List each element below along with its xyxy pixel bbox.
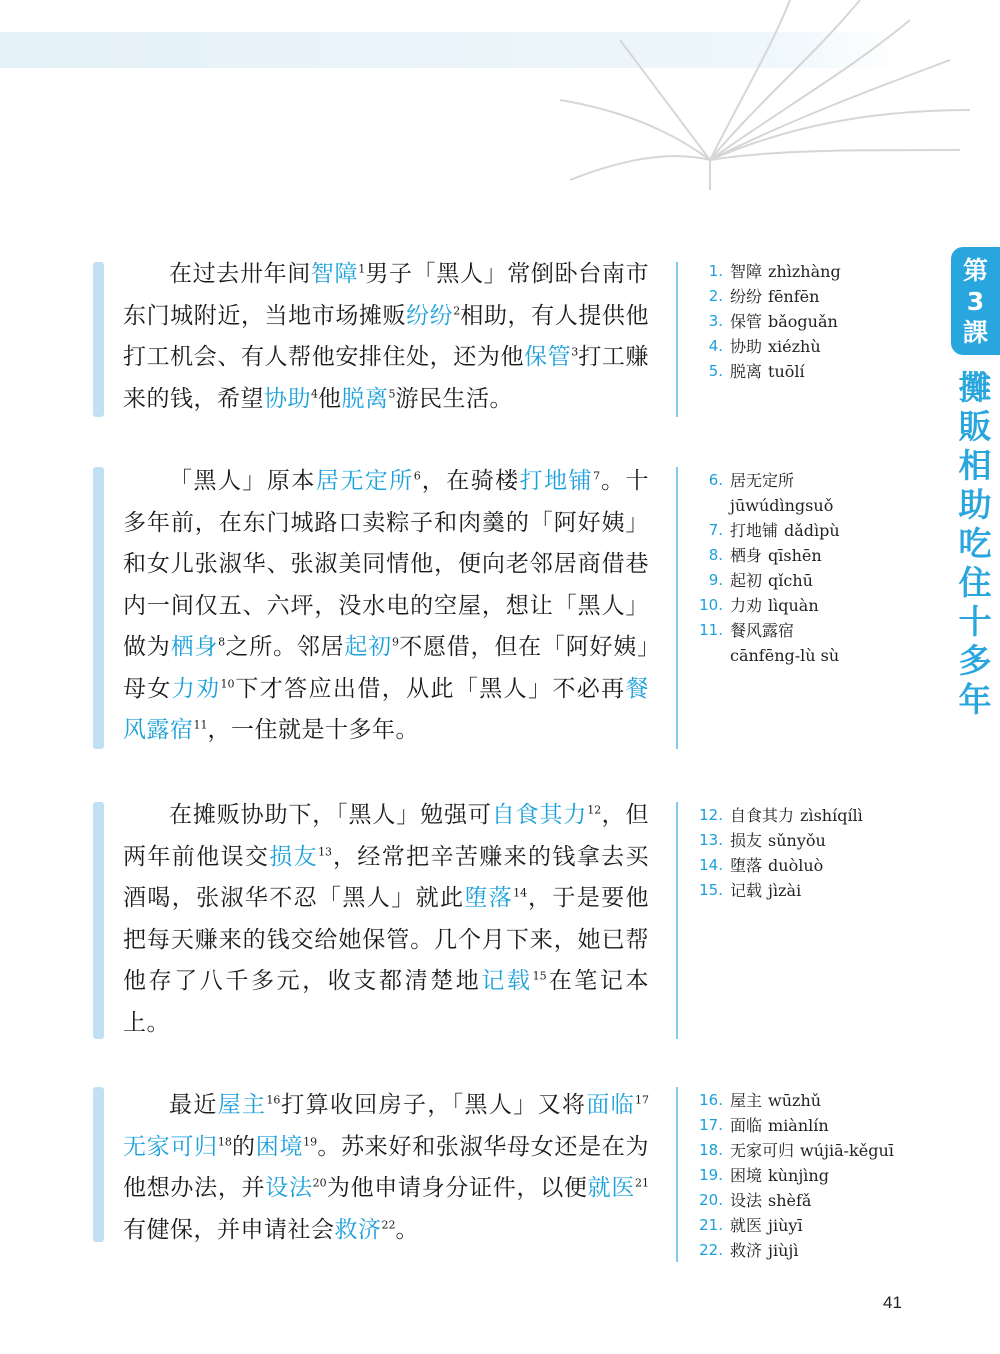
paragraph-text: 。苏来好和张淑华母女还是在为他想办法，并	[123, 1133, 650, 1201]
glossary-word: 困境	[730, 1166, 763, 1185]
paragraph-text: 游民生活。	[395, 385, 513, 412]
glossary-number: 16.	[699, 1091, 723, 1109]
glossary-number: 20.	[699, 1191, 723, 1209]
glossary-pinyin: wújiā-kěguī	[800, 1141, 894, 1160]
chapter-title-char: 十	[958, 602, 992, 641]
chapter-title-char: 吃	[958, 524, 992, 563]
paragraph-text: ，但两年前他误交	[123, 802, 649, 870]
glossary-item	[691, 309, 941, 334]
chapter-title-char: 年	[958, 680, 992, 719]
glossary-list-4	[691, 1088, 941, 1263]
footnote-number: 9	[391, 635, 399, 649]
footnote-number: 20	[312, 1176, 327, 1190]
glossary-pinyin: dǎdìpù	[784, 521, 840, 540]
footnote-number: 3	[571, 345, 579, 359]
glossary-word: 协助	[730, 337, 763, 356]
glossary-word: 屋主	[730, 1091, 763, 1110]
glossary-word: 居无定所	[730, 471, 795, 490]
glossary-pinyin: zìshíqílì	[800, 806, 863, 825]
glossary-number: 10.	[699, 596, 723, 614]
glossary-word: 设法	[730, 1191, 763, 1210]
footnote-number: 17	[635, 1093, 650, 1107]
glossary-item	[691, 1238, 941, 1263]
glossary-item	[691, 259, 941, 284]
glossary-item	[691, 1088, 941, 1113]
chapter-title-char: 販	[958, 407, 992, 446]
paragraph-text: 在过去卅年间	[169, 261, 311, 287]
glossary-pinyin: fēnfēn	[768, 287, 820, 306]
glossary-pinyin: wūzhǔ	[768, 1091, 822, 1110]
vocab-keyword: 屋主	[217, 1092, 267, 1118]
glossary-word: 损友	[730, 831, 763, 850]
glossary-word: 餐风露宿	[730, 621, 795, 640]
footnote-number: 14	[513, 886, 528, 900]
paragraph-text: 在摊贩协助下，「黑人」勉强可	[169, 802, 492, 828]
glossary-item	[691, 518, 941, 543]
paragraph-marker-bar	[93, 1087, 104, 1242]
glossary-pinyin: tuōlí	[768, 362, 805, 381]
glossary-pinyin: jiùjì	[768, 1241, 799, 1260]
glossary-item	[691, 878, 941, 903]
glossary-pinyin: qǐchū	[768, 571, 813, 590]
open-book-illustration	[530, 0, 1000, 190]
paragraph-text: 有健保，并申请社会	[123, 1216, 335, 1243]
vocab-keyword: 救济	[334, 1216, 382, 1243]
glossary-item	[691, 1188, 941, 1213]
glossary-number: 15.	[699, 881, 723, 899]
glossary-number: 18.	[699, 1141, 723, 1159]
vocab-keyword: 餐风露宿	[123, 675, 650, 743]
paragraph-text: ，在骑楼	[420, 468, 520, 494]
chapter-tab-char: 課	[962, 317, 988, 347]
glossary-word: 智障	[730, 262, 763, 281]
glossary-number: 2.	[708, 287, 723, 305]
glossary-item	[691, 468, 941, 518]
glossary-word: 无家可归	[730, 1141, 795, 1160]
paragraph-text: 。十多年前，在东门城路口卖粽子和肉羹的「阿好姨」和女儿张淑华、张淑美同情他，便向老邻居商借巷内一间仅五、六坪，没水电的空屋，想让「黑人」做为	[123, 468, 650, 660]
paragraph-text: 为他申请身分证件，以便	[326, 1175, 588, 1201]
glossary-word: 力劝	[730, 596, 763, 615]
glossary-pinyin: duòluò	[768, 856, 824, 875]
footnote-number: 19	[303, 1134, 318, 1148]
vocab-keyword: 纷纷	[406, 302, 454, 329]
glossary-word: 打地铺	[730, 521, 779, 540]
glossary-pinyin: kùnjìng	[768, 1166, 829, 1185]
vocab-keyword: 困境	[255, 1133, 304, 1160]
footnote-number: 4	[311, 386, 318, 400]
vocab-keyword: 起初	[344, 634, 392, 660]
footnote-number: 18	[217, 1134, 232, 1148]
glossary-number: 9.	[708, 571, 723, 589]
glossary-pinyin: jūwúdìngsuǒ	[730, 496, 834, 515]
paragraph-text: 相助，有人提供他打工机会、有人帮他安排住处，还为他	[123, 302, 650, 370]
vocab-keyword: 协助	[264, 385, 311, 412]
vocab-keyword: 打地铺	[519, 468, 594, 494]
glossary-number: 21.	[699, 1216, 723, 1234]
glossary-word: 面临	[730, 1116, 763, 1135]
glossary-word: 纷纷	[730, 287, 763, 306]
glossary-pinyin: jiùyī	[768, 1216, 803, 1235]
glossary-item	[691, 853, 941, 878]
page-number: 41	[883, 1293, 902, 1312]
glossary-item	[691, 1138, 941, 1163]
paragraph-4	[123, 1085, 649, 1251]
vocab-keyword: 智障	[310, 261, 359, 287]
glossary-number: 11.	[699, 621, 723, 639]
glossary-item	[691, 803, 941, 828]
chapter-title-char: 助	[958, 485, 992, 524]
glossary-list-2	[691, 468, 941, 668]
glossary-number: 7.	[708, 521, 723, 539]
glossary-word: 保管	[730, 312, 763, 331]
vocab-keyword: 堕落	[464, 885, 514, 911]
paragraph-text: 打工赚来的钱，希望	[123, 344, 650, 412]
glossary-number: 4.	[708, 337, 723, 355]
footnote-number: 8	[218, 635, 226, 649]
vocab-keyword: 就医	[587, 1175, 636, 1201]
footnote-number: 7	[593, 469, 601, 483]
glossary-word: 记载	[730, 881, 763, 900]
glossary-item	[691, 828, 941, 853]
glossary-word: 救济	[730, 1241, 763, 1260]
paragraph-text: 下才答应出借，从此「黑人」不必再	[234, 675, 626, 702]
glossary-number: 3.	[708, 312, 723, 330]
paragraph-text: 。	[395, 1216, 419, 1243]
glossary-item	[691, 593, 941, 618]
chapter-title-char: 住	[958, 563, 992, 602]
paragraph-text: 在笔记本上。	[123, 968, 650, 1036]
paragraph-text: 打算收回房子，「黑人」又将	[280, 1092, 587, 1118]
chapter-title-char: 多	[958, 641, 992, 680]
paragraph-text: ，一住就是十多年。	[207, 717, 419, 743]
glossary-pinyin: zhìzhàng	[768, 262, 841, 281]
footnote-number: 10	[220, 676, 235, 690]
glossary-list-3	[691, 803, 941, 903]
glossary-pinyin: qīshēn	[768, 546, 822, 565]
glossary-item	[691, 568, 941, 593]
glossary-divider	[676, 467, 678, 749]
footnote-number: 11	[193, 718, 208, 732]
footnote-number: 2	[453, 303, 461, 317]
glossary-number: 17.	[699, 1116, 723, 1134]
footnote-number: 12	[587, 803, 602, 817]
glossary-item	[691, 1113, 941, 1138]
vocab-keyword: 栖身	[170, 634, 219, 660]
glossary-word: 起初	[730, 571, 763, 590]
glossary-divider	[676, 802, 678, 1039]
vocab-keyword: 脱离	[341, 385, 389, 412]
vocab-keyword: 保管	[524, 344, 572, 370]
footnote-number: 21	[635, 1176, 650, 1190]
footnote-number: 22	[381, 1217, 396, 1231]
paragraph-text: 男子「黑人」常倒卧台南市东门城附近，当地市场摊贩	[123, 261, 650, 329]
footnote-number: 15	[532, 969, 547, 983]
vocab-keyword: 面临	[586, 1092, 636, 1118]
paragraph-text: 之所。邻居	[225, 634, 345, 660]
glossary-pinyin: jìzài	[768, 881, 802, 900]
vocab-keyword: 居无定所	[315, 468, 414, 494]
glossary-pinyin: miànlín	[768, 1116, 829, 1135]
footnote-number: 13	[318, 844, 333, 858]
glossary-item	[691, 359, 941, 384]
paragraph-text: ，于是要他把每天赚来的钱交给她保管。几个月下来，她已帮他存了八千多元，收支都清楚地	[123, 885, 650, 994]
glossary-item	[691, 284, 941, 309]
chapter-title	[955, 368, 995, 719]
chapter-title-char: 相	[958, 446, 992, 485]
paragraph-marker-bar	[93, 262, 104, 417]
glossary-number: 6.	[708, 471, 723, 489]
glossary-number: 19.	[699, 1166, 723, 1184]
chapter-tab-char: 第	[962, 255, 988, 285]
glossary-number: 1.	[708, 262, 723, 280]
glossary-number: 22.	[699, 1241, 723, 1259]
glossary-item	[691, 1163, 941, 1188]
glossary-pinyin: bǎoguǎn	[768, 312, 838, 331]
paragraph-marker-bar	[93, 802, 104, 1039]
vocab-keyword: 记载	[481, 968, 533, 994]
glossary-word: 就医	[730, 1216, 763, 1235]
chapter-tab	[951, 247, 1000, 355]
glossary-word: 脱离	[730, 362, 763, 381]
glossary-number: 8.	[708, 546, 723, 564]
glossary-pinyin: sǔnyǒu	[768, 831, 826, 850]
paragraph-text: 他	[318, 385, 342, 412]
paragraph-text: 「黑人」原本	[169, 468, 316, 494]
glossary-item	[691, 543, 941, 568]
glossary-number: 13.	[699, 831, 723, 849]
glossary-list-1	[691, 259, 941, 384]
paragraph-text: 最近	[169, 1092, 218, 1118]
paragraph-1	[123, 254, 649, 420]
glossary-word: 堕落	[730, 856, 763, 875]
vocab-keyword: 力劝	[171, 675, 221, 702]
glossary-number: 5.	[708, 362, 723, 380]
glossary-item	[691, 618, 941, 668]
paragraph-text: 的	[231, 1133, 256, 1160]
glossary-pinyin: lìquàn	[768, 596, 819, 615]
vocab-keyword: 设法	[265, 1175, 313, 1201]
footnote-number: 6	[413, 469, 421, 483]
glossary-pinyin: shèfǎ	[768, 1191, 812, 1210]
glossary-divider	[676, 262, 678, 417]
glossary-item	[691, 334, 941, 359]
vocab-keyword: 损友	[269, 843, 319, 870]
paragraph-2	[123, 461, 649, 752]
chapter-tab-number: 3	[966, 286, 985, 316]
chapter-title-char: 攤	[958, 368, 992, 407]
vocab-keyword: 自食其力	[491, 802, 588, 828]
glossary-item	[691, 1213, 941, 1238]
footnote-number: 5	[388, 386, 396, 400]
glossary-number: 14.	[699, 856, 723, 874]
glossary-number: 12.	[699, 806, 723, 824]
glossary-pinyin: xiézhù	[768, 337, 821, 356]
vocab-keyword: 无家可归	[123, 1133, 218, 1160]
footnote-number: 16	[266, 1093, 281, 1107]
glossary-divider	[676, 1087, 678, 1262]
paragraph-text: ，经常把辛苦赚来的钱拿去买酒喝，张淑华不忍「黑人」就此	[123, 843, 650, 911]
glossary-word: 自食其力	[730, 806, 795, 825]
glossary-pinyin: cānfēng-lù sù	[730, 646, 840, 665]
paragraph-3	[123, 795, 649, 1044]
footnote-number: 1	[358, 262, 366, 276]
glossary-word: 栖身	[730, 546, 763, 565]
paragraph-marker-bar	[93, 467, 104, 749]
paragraph-text: 不愿借，但在「阿好姨」母女	[123, 634, 650, 702]
